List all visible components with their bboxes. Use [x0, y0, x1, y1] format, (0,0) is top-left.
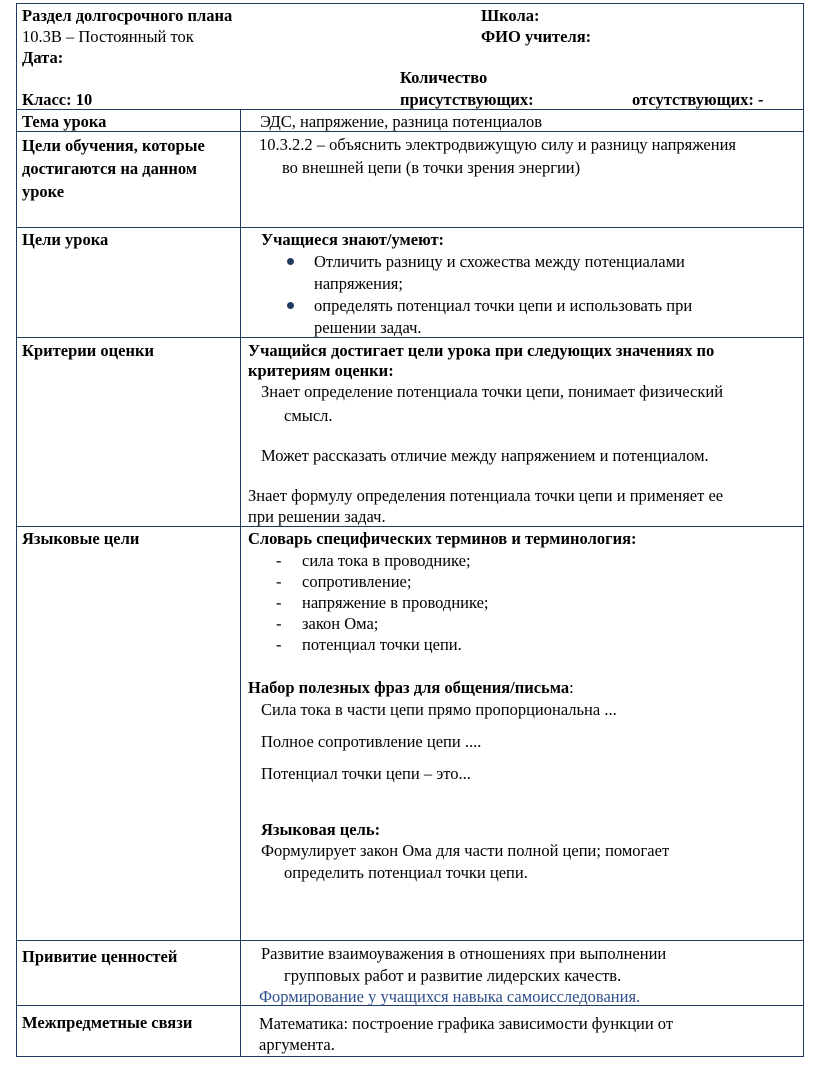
criterion-text: смысл.: [284, 406, 333, 425]
absent-label: отсутствующих: -: [632, 90, 764, 109]
goal-item: напряжения;: [314, 274, 403, 293]
goal-item: Отличить разницу и схожества между потенциалами: [314, 252, 685, 271]
bullet-icon: [287, 258, 294, 265]
row-divider: [16, 227, 804, 228]
criterion-text: при решении задач.: [248, 507, 386, 526]
language-goal-heading: Языковая цель:: [261, 820, 381, 839]
goal-item: определять потенциал точки цепи и использовать при: [314, 296, 693, 315]
phrase-item: Потенциал точки цепи – это...: [261, 764, 471, 783]
topic-text: ЭДС, напряжение, разница потенциалов: [260, 112, 543, 131]
school-label: Школа:: [481, 6, 540, 25]
objectives-line: во внешней цепи (в точки зрения энергии): [282, 158, 581, 177]
date-label: Дата:: [22, 48, 64, 67]
term-item: напряжение в проводнике;: [302, 593, 489, 612]
row-divider: [16, 526, 804, 527]
section-label: Раздел долгосрочного плана: [22, 6, 233, 25]
values-text: Развитие взаимоуважения в отношениях при выполнении: [261, 944, 667, 963]
values-text: Формирование у учащихся навыка самоисследования.: [259, 987, 641, 1006]
criterion-text: Знает формулу определения потенциала точки цепи и применяет ее: [248, 486, 724, 505]
objectives-line: 10.3.2.2 – объяснить электродвижущую силу и разницу напряжения: [259, 135, 737, 154]
column-divider: [240, 110, 241, 1057]
vocab-heading: Словарь специфических терминов и терминология:: [248, 529, 637, 548]
goals-heading: Учащиеся знают/умеют:: [261, 230, 445, 249]
term-item: закон Ома;: [302, 614, 379, 633]
dash-marker: -: [276, 635, 282, 654]
criteria-heading: Учащийся достигает цели урока при следующих значениях по: [248, 341, 715, 360]
values-text: групповых работ и развитие лидерских качеств.: [284, 966, 622, 985]
criteria-label: Критерии оценки: [22, 341, 154, 360]
topic-label: Тема урока: [22, 112, 107, 131]
criterion-text: Может рассказать отличие между напряжением и потенциалом.: [261, 446, 709, 465]
language-goal-text: Формулирует закон Ома для части полной цепи; помогает: [261, 841, 670, 860]
goal-item: решении задач.: [314, 318, 422, 337]
term-item: потенциал точки цепи.: [302, 635, 462, 654]
interdisciplinary-label: Межпредметные связи: [22, 1013, 193, 1032]
term-item: сила тока в проводнике;: [302, 551, 471, 570]
dash-marker: -: [276, 551, 282, 570]
goals-label: Цели урока: [22, 230, 109, 249]
objectives-label: Цели обучения, которые достигаются на данном уроке: [22, 136, 205, 201]
term-item: сопротивление;: [302, 572, 412, 591]
section-value: 10.3В – Постоянный ток: [22, 27, 194, 46]
dash-marker: -: [276, 593, 282, 612]
row-divider: [16, 940, 804, 941]
class-label: Класс: 10: [22, 90, 93, 109]
values-label: Привитие ценностей: [22, 947, 178, 966]
language-goal-text: определить потенциал точки цепи.: [284, 863, 528, 882]
count-label: Количество: [400, 68, 488, 87]
phrases-heading: Набор полезных фраз для общения/письма:: [248, 678, 574, 697]
criteria-heading: критериям оценки:: [248, 361, 394, 380]
dash-marker: -: [276, 572, 282, 591]
phrase-item: Полное сопротивление цепи ....: [261, 732, 482, 751]
dash-marker: -: [276, 614, 282, 633]
present-label: присутствующих:: [400, 90, 534, 109]
interdisciplinary-text: Математика: построение графика зависимости функции от: [259, 1014, 674, 1033]
language-label: Языковые цели: [22, 529, 140, 548]
criterion-text: Знает определение потенциала точки цепи, понимает физический: [261, 382, 724, 401]
teacher-label: ФИО учителя:: [481, 27, 592, 46]
phrase-item: Сила тока в части цепи прямо пропорциональна ...: [261, 700, 617, 719]
interdisciplinary-text: аргумента.: [259, 1035, 335, 1054]
bullet-icon: [287, 302, 294, 309]
